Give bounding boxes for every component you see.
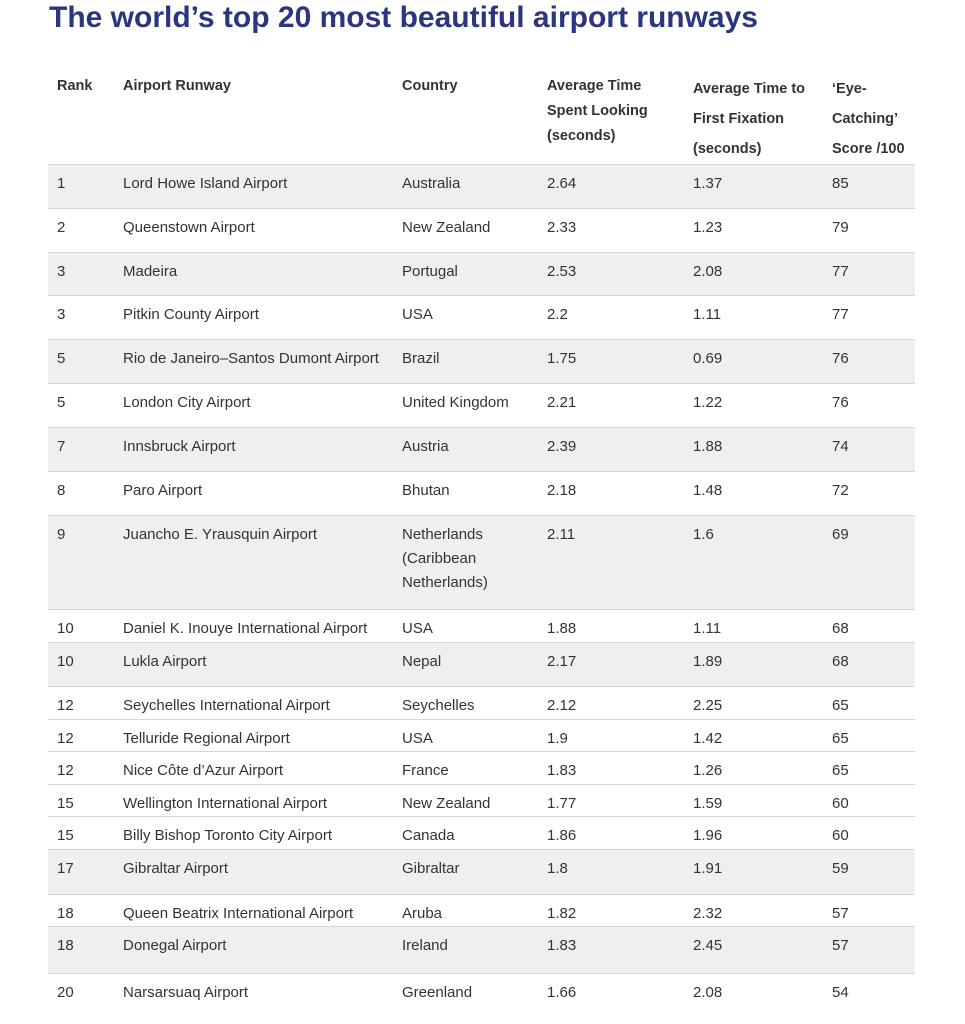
airport-runway-cell: Rio de Janeiro–Santos Dumont Airport — [114, 340, 393, 384]
rank-cell: 20 — [48, 974, 114, 1020]
table-row — [48, 340, 915, 384]
country-cell: Gibraltar — [393, 850, 538, 895]
eye-catching-score-cell: 57 — [823, 927, 915, 974]
country-cell: Portugal — [393, 253, 538, 296]
table-row — [48, 165, 915, 209]
table-row — [48, 974, 915, 1020]
airport-runway-cell: Wellington International Airport — [114, 785, 393, 817]
rank-cell: 3 — [48, 253, 114, 296]
rank-cell: 12 — [48, 752, 114, 785]
country-cell: Australia — [393, 165, 538, 209]
country-cell: Aruba — [393, 895, 538, 927]
table-row — [48, 472, 915, 516]
country-cell: New Zealand — [393, 785, 538, 817]
average-time-fixation-cell: 1.89 — [684, 643, 823, 687]
rank-cell: 5 — [48, 340, 114, 384]
airport-runway-cell: Innsbruck Airport — [114, 428, 393, 472]
table-row — [48, 384, 915, 428]
table-row — [48, 927, 915, 974]
runway-ranking-table — [48, 74, 915, 1020]
average-time-fixation-cell: 1.11 — [684, 610, 823, 643]
header-eye-catching-score: ‘Eye-Catching’ Score /100 — [832, 81, 905, 157]
eye-catching-score-cell: 74 — [823, 428, 915, 472]
average-time-looking-cell: 2.11 — [538, 516, 684, 610]
airport-runway-cell: Daniel K. Inouye International Airport — [114, 610, 393, 643]
average-time-looking-cell: 2.53 — [538, 253, 684, 296]
average-time-fixation-cell: 1.48 — [684, 472, 823, 516]
table-row — [48, 610, 915, 643]
average-time-fixation-cell: 1.37 — [684, 165, 823, 209]
airport-runway-cell: Lord Howe Island Airport — [114, 165, 393, 209]
country-cell: Brazil — [393, 340, 538, 384]
rank-cell: 10 — [48, 643, 114, 687]
eye-catching-score-cell: 76 — [823, 384, 915, 428]
eye-catching-score-cell: 60 — [823, 817, 915, 850]
rank-cell: 18 — [48, 927, 114, 974]
eye-catching-score-cell: 54 — [823, 974, 915, 1020]
average-time-fixation-cell: 2.08 — [684, 253, 823, 296]
average-time-looking-cell: 2.18 — [538, 472, 684, 516]
country-cell: France — [393, 752, 538, 785]
country-cell: USA — [393, 610, 538, 643]
airport-runway-cell: London City Airport — [114, 384, 393, 428]
average-time-looking-cell: 2.17 — [538, 643, 684, 687]
airport-runway-cell: Lukla Airport — [114, 643, 393, 687]
table-row — [48, 253, 915, 296]
eye-catching-score-cell: 65 — [823, 687, 915, 720]
eye-catching-score-cell: 77 — [823, 253, 915, 296]
average-time-looking-cell: 1.88 — [538, 610, 684, 643]
average-time-fixation-cell: 1.6 — [684, 516, 823, 610]
table-row — [48, 643, 915, 687]
average-time-looking-cell: 1.8 — [538, 850, 684, 895]
eye-catching-score-cell: 57 — [823, 895, 915, 927]
average-time-looking-cell: 1.83 — [538, 752, 684, 785]
eye-catching-score-cell: 79 — [823, 209, 915, 253]
average-time-looking-cell: 2.39 — [538, 428, 684, 472]
rank-cell: 12 — [48, 720, 114, 752]
average-time-fixation-cell: 1.11 — [684, 296, 823, 340]
airport-runway-cell: Pitkin County Airport — [114, 296, 393, 340]
average-time-fixation-cell: 1.42 — [684, 720, 823, 752]
table-row — [48, 209, 915, 253]
header-average-time-to-first-fixation: Average Time to First Fixation (seconds) — [693, 81, 806, 157]
airport-runway-cell: Queenstown Airport — [114, 209, 393, 253]
table-row — [48, 817, 915, 850]
country-cell: United Kingdom — [393, 384, 538, 428]
average-time-fixation-cell: 1.26 — [684, 752, 823, 785]
average-time-looking-cell: 1.66 — [538, 974, 684, 1020]
header-rank: Rank — [57, 78, 93, 94]
average-time-fixation-cell: 2.32 — [684, 895, 823, 927]
rank-cell: 8 — [48, 472, 114, 516]
average-time-fixation-cell: 1.96 — [684, 817, 823, 850]
eye-catching-score-cell: 77 — [823, 296, 915, 340]
country-cell: Austria — [393, 428, 538, 472]
rank-cell: 12 — [48, 687, 114, 720]
airport-runway-cell: Seychelles International Airport — [114, 687, 393, 720]
airport-runway-cell: Telluride Regional Airport — [114, 720, 393, 752]
country-cell: Nepal — [393, 643, 538, 687]
country-cell: USA — [393, 720, 538, 752]
country-cell: New Zealand — [393, 209, 538, 253]
rank-cell: 15 — [48, 785, 114, 817]
eye-catching-score-cell: 59 — [823, 850, 915, 895]
rank-cell: 1 — [48, 165, 114, 209]
eye-catching-score-cell: 60 — [823, 785, 915, 817]
country-cell: Greenland — [393, 974, 538, 1020]
average-time-fixation-cell: 1.23 — [684, 209, 823, 253]
rank-cell: 9 — [48, 516, 114, 610]
eye-catching-score-cell: 65 — [823, 720, 915, 752]
average-time-fixation-cell: 2.45 — [684, 927, 823, 974]
country-cell: Seychelles — [393, 687, 538, 720]
average-time-fixation-cell: 2.08 — [684, 974, 823, 1020]
average-time-fixation-cell: 2.25 — [684, 687, 823, 720]
table-row — [48, 516, 915, 610]
table-row — [48, 687, 915, 720]
header-airport-runway: Airport Runway — [123, 78, 231, 94]
rank-cell: 7 — [48, 428, 114, 472]
country-cell: Canada — [393, 817, 538, 850]
average-time-fixation-cell: 1.88 — [684, 428, 823, 472]
airport-runway-cell: Juancho E. Yrausquin Airport — [114, 516, 393, 610]
table-header-row — [48, 74, 915, 165]
page-title: The world’s top 20 most beautiful airport runways — [49, 1, 758, 34]
average-time-looking-cell: 1.9 — [538, 720, 684, 752]
table-body — [48, 165, 915, 1020]
average-time-fixation-cell: 0.69 — [684, 340, 823, 384]
airport-runway-cell: Queen Beatrix International Airport — [114, 895, 393, 927]
airport-runway-cell: Madeira — [114, 253, 393, 296]
table-row — [48, 785, 915, 817]
eye-catching-score-cell: 72 — [823, 472, 915, 516]
table-row — [48, 296, 915, 340]
country-cell: Ireland — [393, 927, 538, 974]
average-time-looking-cell: 1.75 — [538, 340, 684, 384]
eye-catching-score-cell: 69 — [823, 516, 915, 610]
country-cell: Bhutan — [393, 472, 538, 516]
country-cell: USA — [393, 296, 538, 340]
country-cell: Netherlands (Caribbean Netherlands) — [393, 516, 538, 610]
eye-catching-score-cell: 85 — [823, 165, 915, 209]
table-row — [48, 850, 915, 895]
header-average-time-spent-looking: Average Time Spent Looking (seconds) — [547, 78, 648, 144]
average-time-looking-cell: 1.82 — [538, 895, 684, 927]
average-time-fixation-cell: 1.91 — [684, 850, 823, 895]
rank-cell: 10 — [48, 610, 114, 643]
average-time-looking-cell: 1.77 — [538, 785, 684, 817]
rank-cell: 3 — [48, 296, 114, 340]
airport-runway-cell: Gibraltar Airport — [114, 850, 393, 895]
average-time-looking-cell: 2.12 — [538, 687, 684, 720]
rank-cell: 17 — [48, 850, 114, 895]
rank-cell: 2 — [48, 209, 114, 253]
average-time-looking-cell: 2.21 — [538, 384, 684, 428]
average-time-looking-cell: 2.64 — [538, 165, 684, 209]
table-row — [48, 895, 915, 927]
table-row — [48, 752, 915, 785]
airport-runway-cell: Nice Côte d’Azur Airport — [114, 752, 393, 785]
rank-cell: 15 — [48, 817, 114, 850]
header-country: Country — [402, 78, 458, 94]
eye-catching-score-cell: 68 — [823, 610, 915, 643]
eye-catching-score-cell: 76 — [823, 340, 915, 384]
rank-cell: 5 — [48, 384, 114, 428]
average-time-looking-cell: 1.86 — [538, 817, 684, 850]
eye-catching-score-cell: 65 — [823, 752, 915, 785]
average-time-looking-cell: 2.33 — [538, 209, 684, 253]
airport-runway-cell: Billy Bishop Toronto City Airport — [114, 817, 393, 850]
average-time-looking-cell: 2.2 — [538, 296, 684, 340]
table-row — [48, 720, 915, 752]
average-time-fixation-cell: 1.59 — [684, 785, 823, 817]
airport-runway-cell: Donegal Airport — [114, 927, 393, 974]
airport-runway-cell: Paro Airport — [114, 472, 393, 516]
table-row — [48, 428, 915, 472]
average-time-fixation-cell: 1.22 — [684, 384, 823, 428]
average-time-looking-cell: 1.83 — [538, 927, 684, 974]
airport-runway-cell: Narsarsuaq Airport — [114, 974, 393, 1020]
rank-cell: 18 — [48, 895, 114, 927]
eye-catching-score-cell: 68 — [823, 643, 915, 687]
